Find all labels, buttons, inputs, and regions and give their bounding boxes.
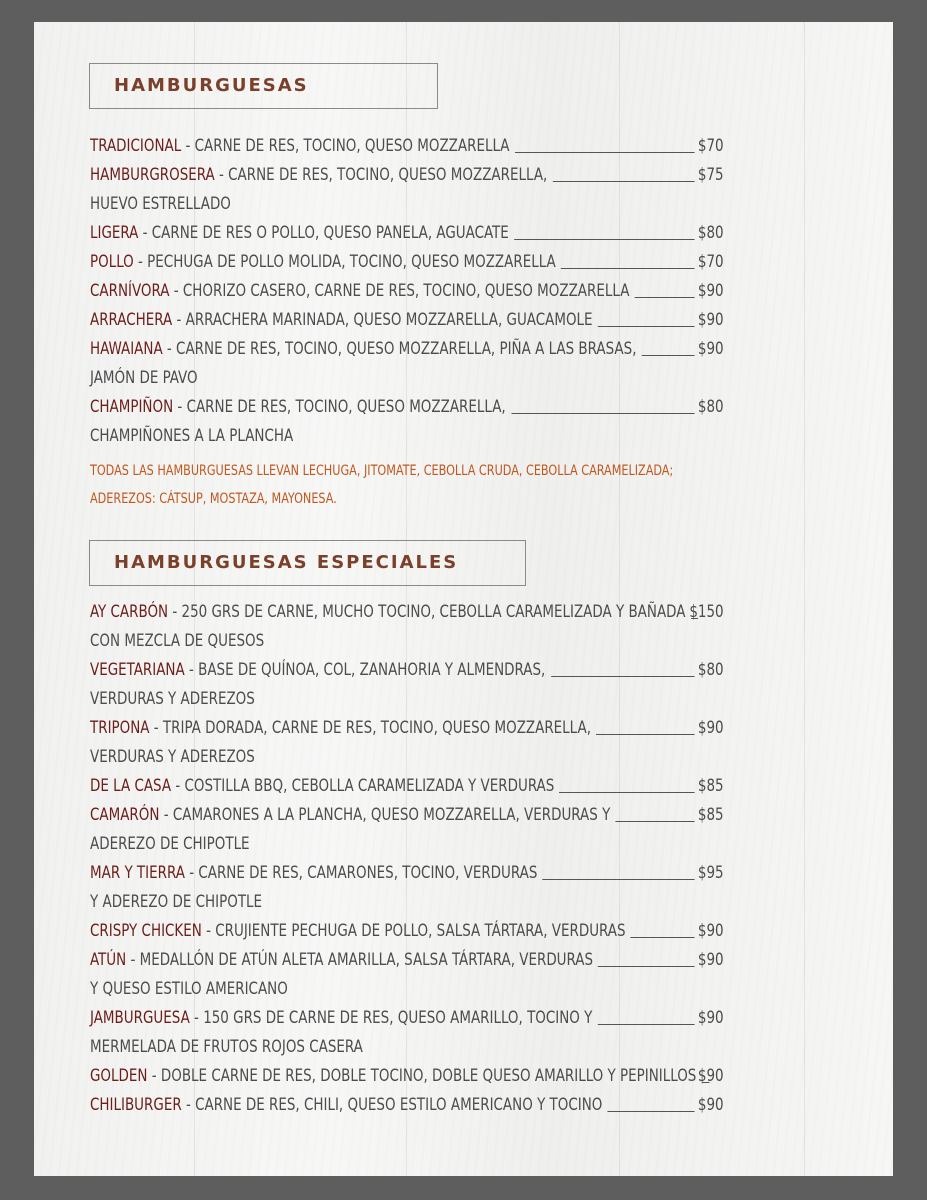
- item-name: CAMARÓN: [90, 805, 160, 825]
- leader-line: [635, 297, 695, 298]
- leader-line: [615, 821, 694, 822]
- item-name: HAMBURGROSERA: [90, 165, 215, 185]
- item-price: $80: [697, 660, 724, 680]
- item-separator: -: [138, 223, 152, 243]
- item-description: TRIPA DORADA, CARNE DE RES, TOCINO, QUESO MOZZARELLA,: [162, 718, 591, 738]
- section-title: HAMBURGUESAS ESPECIALES: [114, 552, 459, 573]
- item-name: TRADICIONAL: [90, 136, 182, 156]
- leader-line: [561, 268, 695, 269]
- item-price: $85: [697, 776, 724, 796]
- item-price: $90: [697, 1095, 724, 1115]
- leader-line: [515, 152, 695, 153]
- leader-line: [559, 792, 695, 793]
- item-separator: -: [173, 397, 187, 417]
- item-price: $75: [697, 165, 724, 185]
- menu-item: [90, 1004, 724, 1033]
- menu-item: [90, 714, 724, 743]
- menu-item: [90, 598, 724, 627]
- item-description: MEDALLÓN DE ATÚN ALETA AMARILLA, SALSA TÁRTARA, VERDURAS: [139, 950, 594, 970]
- item-name: DE LA CASA: [90, 776, 172, 796]
- item-separator: -: [214, 165, 229, 185]
- menu-item: [90, 219, 724, 248]
- item-description-continued: CHAMPIÑONES A LA PLANCHA: [90, 426, 294, 446]
- item-description: ARRACHERA MARINADA, QUESO MOZZARELLA, GUACAMOLE: [185, 310, 593, 330]
- item-name: MAR Y TIERRA: [90, 863, 185, 883]
- item-price: $80: [697, 397, 724, 417]
- item-description-continued: Y QUESO ESTILO AMERICANO: [90, 979, 288, 999]
- item-name: CARNÍVORA: [90, 281, 170, 301]
- item-description: CARNE DE RES, CHILI, QUESO ESTILO AMERICANO Y TOCINO: [195, 1095, 603, 1115]
- item-description: CARNE DE RES, TOCINO, QUESO MOZZARELLA, PIÑA A LAS BRASAS,: [176, 339, 637, 359]
- menu-item: [90, 656, 724, 685]
- item-separator: -: [171, 776, 185, 796]
- item-description: BASE DE QUÍNOA, COL, ZANAHORIA Y ALMENDRAS,: [198, 660, 546, 680]
- item-description-continued: Y ADEREZO DE CHIPOTLE: [90, 892, 263, 912]
- section-header: [89, 63, 438, 109]
- item-separator: -: [201, 921, 216, 941]
- menu-item: [90, 306, 724, 335]
- item-name: GOLDEN: [90, 1066, 148, 1086]
- leader-line: [512, 413, 695, 414]
- menu-item: [90, 917, 724, 946]
- item-description: CRUJIENTE PECHUGA DE POLLO, SALSA TÁRTARA, VERDURAS: [215, 921, 626, 941]
- menu-item-continued: [90, 888, 724, 917]
- menu-item: [90, 1091, 724, 1120]
- item-price: $90: [697, 921, 724, 941]
- menu-item: [90, 1062, 724, 1091]
- leader-line: [607, 1111, 694, 1112]
- item-description: COSTILLA BBQ, CEBOLLA CARAMELIZADA Y VERDURAS: [184, 776, 555, 796]
- item-separator: -: [147, 1066, 161, 1086]
- item-separator: -: [168, 602, 182, 622]
- item-name: TRIPONA: [90, 718, 150, 738]
- item-separator: -: [181, 136, 195, 156]
- item-name: AY CARBÓN: [90, 602, 169, 622]
- menu-page: [34, 22, 893, 1176]
- item-price: $90: [697, 1008, 724, 1028]
- item-price: $90: [697, 1066, 724, 1086]
- leader-line: [514, 239, 694, 240]
- item-separator: -: [184, 660, 199, 680]
- leader-line: [598, 1024, 695, 1025]
- menu-item-continued: [90, 743, 724, 772]
- item-description: CARNE DE RES, TOCINO, QUESO MOZZARELLA,: [228, 165, 548, 185]
- item-name: CHAMPIÑON: [90, 397, 174, 417]
- item-name: ARRACHERA: [90, 310, 173, 330]
- item-description: CAMARONES A LA PLANCHA, QUESO MOZZARELLA, VERDURAS Y: [172, 805, 611, 825]
- item-description-continued: JAMÓN DE PAVO: [90, 368, 198, 388]
- menu-item-continued: [90, 422, 724, 451]
- menu-item: [90, 801, 724, 830]
- item-description-continued: ADEREZO DE CHIPOTLE: [90, 834, 250, 854]
- item-description: CARNE DE RES, TOCINO, QUESO MOZZARELLA: [194, 136, 510, 156]
- item-name: JAMBURGUESA: [90, 1008, 190, 1028]
- menu-item-continued: [90, 1033, 724, 1062]
- item-separator: -: [189, 1008, 204, 1028]
- item-price: $150: [689, 602, 724, 622]
- item-description-continued: VERDURAS Y ADEREZOS: [90, 747, 255, 767]
- item-name: CHILIBURGER: [90, 1095, 182, 1115]
- item-description: PECHUGA DE POLLO MOLIDA, TOCINO, QUESO MOZZARELLA: [147, 252, 556, 272]
- menu-item: [90, 859, 724, 888]
- item-separator: -: [149, 718, 163, 738]
- item-name: CRISPY CHICKEN: [90, 921, 202, 941]
- item-price: $85: [697, 805, 724, 825]
- item-name: HAWAIANA: [90, 339, 163, 359]
- item-description-continued: HUEVO ESTRELLADO: [90, 194, 231, 214]
- menu-item: [90, 277, 724, 306]
- menu-item-continued: [90, 685, 724, 714]
- menu-item-continued: [90, 830, 724, 859]
- item-price: $90: [697, 281, 724, 301]
- section-title: HAMBURGUESAS: [114, 75, 309, 96]
- menu-item-continued: [90, 364, 724, 393]
- item-price: $90: [697, 718, 724, 738]
- item-separator: -: [159, 805, 173, 825]
- item-description-continued: MERMELADA DE FRUTOS ROJOS CASERA: [90, 1037, 363, 1057]
- menu-item: [90, 161, 724, 190]
- item-price: $90: [697, 339, 724, 359]
- item-description: CARNE DE RES, CAMARONES, TOCINO, VERDURAS: [198, 863, 538, 883]
- item-description: CHORIZO CASERO, CARNE DE RES, TOCINO, QUESO MOZZARELLA: [182, 281, 630, 301]
- leader-line: [598, 966, 695, 967]
- leader-line: [542, 879, 694, 880]
- leader-line: [642, 355, 695, 356]
- menu-item-continued: [90, 975, 724, 1004]
- item-description: CARNE DE RES, TOCINO, QUESO MOZZARELLA,: [186, 397, 506, 417]
- item-description-continued: VERDURAS Y ADEREZOS: [90, 689, 255, 709]
- item-separator: -: [126, 950, 140, 970]
- menu-item-continued: [90, 627, 724, 656]
- section-header: [89, 540, 526, 586]
- leader-line: [598, 326, 695, 327]
- leader-line: [553, 181, 695, 182]
- menu-item: [90, 393, 724, 422]
- menu-item: [90, 946, 724, 975]
- item-separator: -: [172, 310, 186, 330]
- leader-line: [630, 937, 694, 938]
- item-price: $70: [697, 136, 724, 156]
- item-price: $90: [697, 950, 724, 970]
- wood-grain: [804, 22, 805, 1176]
- item-separator: -: [181, 1095, 196, 1115]
- item-description-continued: CON MEZCLA DE QUESOS: [90, 631, 265, 651]
- menu-item: [90, 335, 724, 364]
- item-name: POLLO: [90, 252, 134, 272]
- item-separator: -: [169, 281, 183, 301]
- leader-line: [596, 734, 695, 735]
- item-name: LIGERA: [90, 223, 139, 243]
- item-description: 250 GRS DE CARNE, MUCHO TOCINO, CEBOLLA CARAMELIZADA Y BAÑADA: [181, 602, 686, 622]
- item-price: $95: [697, 863, 724, 883]
- section-note: ADEREZOS: CÁTSUP, MOSTAZA, MAYONESA.: [90, 491, 337, 507]
- item-description: CARNE DE RES O POLLO, QUESO PANELA, AGUACATE: [151, 223, 509, 243]
- item-name: VEGETARIANA: [90, 660, 185, 680]
- item-separator: -: [133, 252, 148, 272]
- item-price: $90: [697, 310, 724, 330]
- section-note: TODAS LAS HAMBURGUESAS LLEVAN LECHUGA, JITOMATE, CEBOLLA CRUDA, CEBOLLA CARAMELIZADA;: [90, 463, 674, 479]
- item-separator: -: [162, 339, 177, 359]
- menu-item-continued: [90, 190, 724, 219]
- menu-item: [90, 248, 724, 277]
- item-description: 150 GRS DE CARNE DE RES, QUESO AMARILLO, TOCINO Y: [203, 1008, 593, 1028]
- leader-line: [551, 676, 694, 677]
- item-price: $70: [697, 252, 724, 272]
- item-name: ATÚN: [90, 950, 127, 970]
- item-price: $80: [697, 223, 724, 243]
- item-separator: -: [184, 863, 199, 883]
- item-description: DOBLE CARNE DE RES, DOBLE TOCINO, DOBLE QUESO AMARILLO Y PEPINILLOS: [160, 1066, 697, 1086]
- menu-item: [90, 772, 724, 801]
- menu-item: [90, 132, 724, 161]
